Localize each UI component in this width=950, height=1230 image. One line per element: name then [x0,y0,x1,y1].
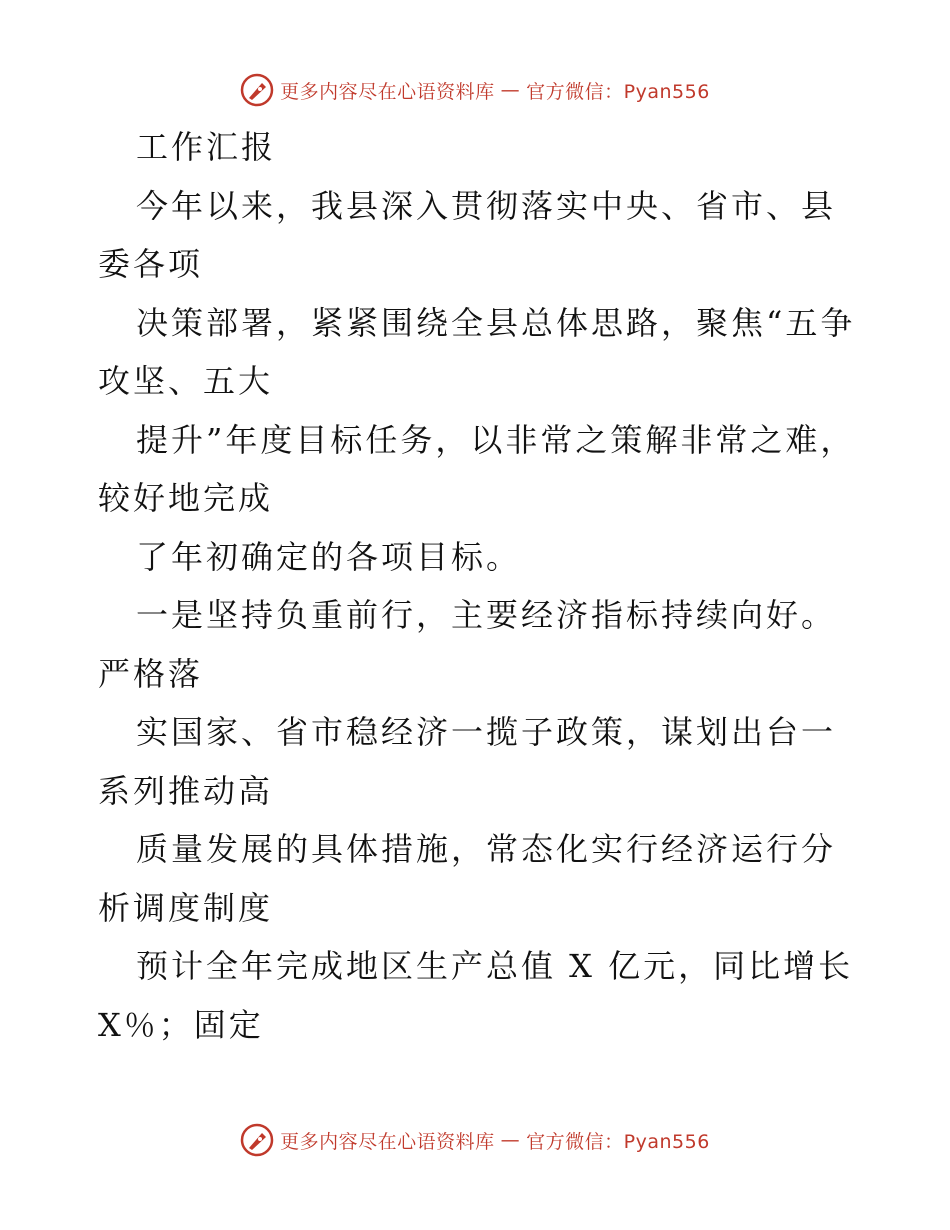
watermark-separator: — [500,79,521,101]
paragraph: 预计全年完成地区生产总值 X 亿元，同比增长 X％；固定 [98,947,854,1044]
paragraph: 今年以来，我县深入贯彻落实中央、省市、县委各项 [98,186,837,283]
watermark-text: 更多内容尽在心语资料库 [280,1130,495,1153]
paragraph: 质量发展的具体措施，常态化实行经济运行分析调度制度 [98,830,837,927]
paragraph: 了年初确定的各项目标。 [136,537,522,576]
watermark-wechat: 官方微信：Pyan556 [526,80,710,103]
paragraph: 提升”年度目标任务，以非常之策解非常之难，较好地完成 [98,420,856,517]
header-watermark [0,70,950,110]
document-body [98,118,858,1054]
paragraph: 一是坚持负重前行，主要经济指标持续向好。严格落 [98,596,837,693]
watermark-wechat: 官方微信：Pyan556 [526,1130,710,1153]
paragraph: 实国家、省市稳经济一揽子政策，谋划出台一系列推动高 [98,713,837,810]
paragraph: 决策部署，紧紧围绕全县总体思路，聚焦“五争攻坚、五大 [98,303,856,400]
watermark-text: 更多内容尽在心语资料库 [280,80,495,103]
paragraph-title: 工作汇报 [136,128,277,166]
pen-nib-logo-icon [240,1123,274,1157]
pen-nib-logo-icon [240,73,274,107]
footer-watermark [0,1120,950,1160]
watermark-separator: — [500,1129,521,1151]
